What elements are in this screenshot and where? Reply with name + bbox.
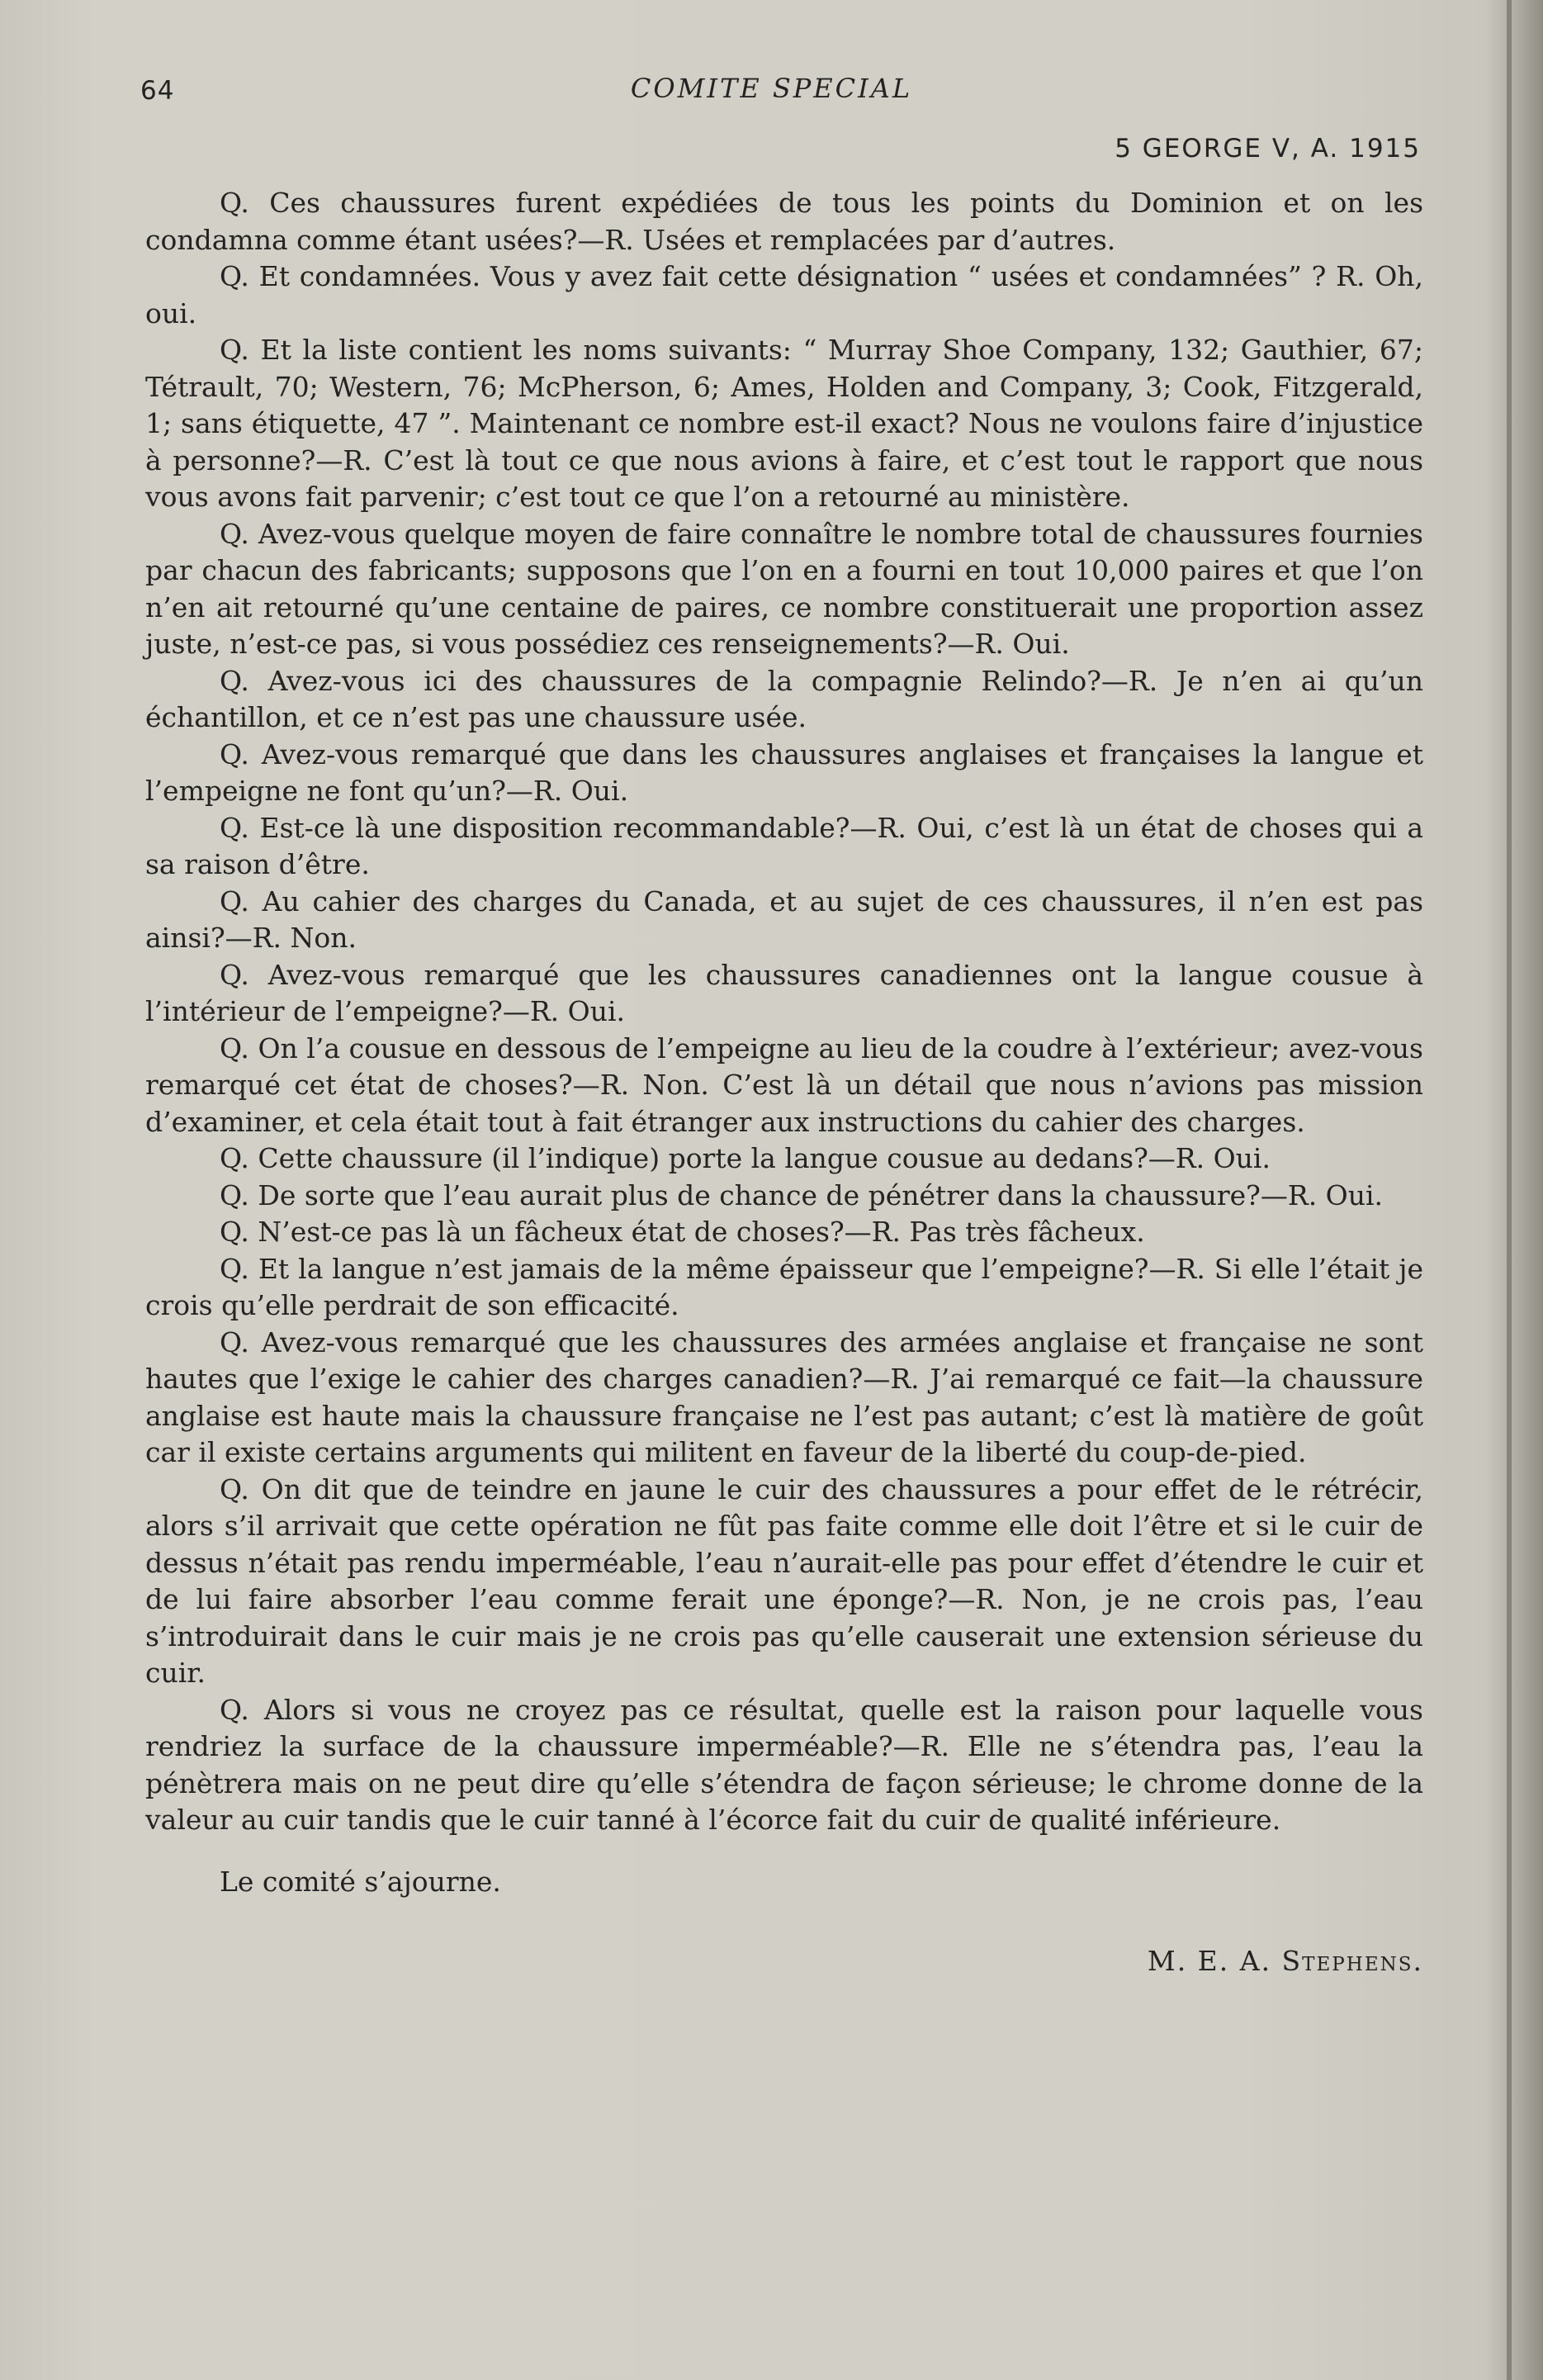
paragraph: Q. De sorte que l’eau aurait plus de chance de pénétrer dans la chaussure?—R. Oui.	[220, 1178, 1384, 1211]
paragraph: Q. Est-ce là une disposition recommandable?—R. Oui, c’est là un état de choses qui a sa raison d’être.	[145, 811, 1423, 880]
paragraph: Q. N’est-ce pas là un fâcheux état de choses?—R. Pas très fâcheux.	[220, 1216, 1145, 1248]
paragraph: Q. Avez-vous remarqué que dans les chaussures anglaises et françaises la langue et l’empeigne ne font qu’un?—R. Oui.	[145, 737, 1423, 807]
paragraph: Q. Et condamnées. Vous y avez fait cette désignation “ usées et condamnées” ? R. Oh, oui.	[145, 260, 1423, 330]
paragraph: Q. Alors si vous ne croyez pas ce résultat, quelle est la raison pour laquelle vous rendriez la surface de la chaussure imperméable?—R. Elle ne s’étendra pas, l’eau la pénètrera mais on ne peut dire qu’elle s’étendra de façon sérieuse; le chrome donne de la valeur au cuir tandis que le cuir tanné à l’écorce fait du cuir de qualité inférieure.	[145, 1693, 1423, 1836]
document-body	[145, 185, 1423, 1980]
paragraph: Q. Au cahier des charges du Canada, et au sujet de ces chaussures, il n’en est pas ainsi?—R. Non.	[145, 884, 1423, 954]
paragraph: Q. Et la liste contient les noms suivants: “ Murray Shoe Company, 132; Gauthier, 67; Tétrault, 70; Western, 76; McPherson, 6; Ames, Holden and Company, 3; Cook, Fitzgerald, 1; sans étiquette, 47 ”. Maintenant ce nombre est-il exact? Nous ne voulons faire d’injustice à personne?—R. C’est là tout ce que nous avions à faire, et c’est tout le rapport que nous vous avons fait parvenir; c’est tout ce que l’on a retourné au ministère.	[145, 334, 1423, 513]
adjournment-note: Le comité s’ajourne.	[220, 1865, 501, 1898]
paragraph: Q. Ces chaussures furent expédiées de tous les points du Dominion et on les condamna comme étant usées?—R. Usées et remplacées par d’autres.	[145, 187, 1423, 256]
running-title: COMITE SPECIAL	[630, 73, 913, 104]
page-header	[0, 0, 1543, 165]
paragraph: Q. On l’a cousue en dessous de l’empeigne au lieu de la coudre à l’extérieur; avez-vous remarqué cet état de choses?—R. Non. C’est là un détail que nous n’avions pas mission d’examiner, et cela était tout à fait étranger aux instructions du cahier des charges.	[145, 1031, 1423, 1138]
paragraph: Q. Avez-vous ici des chaussures de la compagnie Relindo?—R. Je n’en ai qu’un échantillon, et ce n’est pas une chaussure usée.	[145, 664, 1423, 733]
paragraph: Q. Cette chaussure (il l’indique) porte la langue cousue au dedans?—R. Oui.	[220, 1142, 1271, 1174]
page-number: 64	[140, 76, 175, 106]
page-edge-shadow	[1485, 0, 1543, 2380]
paragraph: Q. On dit que de teindre en jaune le cuir des chaussures a pour effet de le rétrécir, alors s’il arrivait que cette opération ne fût pas faite comme elle doit l’être et si le cuir de dessus n’était pas rendu imperméable, l’eau n’aurait-elle pas pour effet d’étendre le cuir et de lui faire absorber l’eau comme ferait une éponge?—R. Non, je ne crois pas, l’eau s’introduirait dans le cuir mais je ne crois pas qu’elle causerait une extension sérieuse du cuir.	[145, 1472, 1423, 1689]
page-binding-edge	[1507, 0, 1512, 2380]
paragraph: Q. Et la langue n’est jamais de la même épaisseur que l’empeigne?—R. Si elle l’était je crois qu’elle perdrait de son efficacité.	[145, 1252, 1423, 1321]
paragraph: Q. Avez-vous remarqué que les chaussures canadiennes ont la langue cousue à l’intérieur de l’empeigne?—R. Oui.	[145, 958, 1423, 1027]
paragraph: Q. Avez-vous remarqué que les chaussures des armées anglaise et française ne sont hautes que l’exige le cahier des charges canadien?—R. J’ai remarqué ce fait—la chaussure anglaise est haute mais la chaussure française ne l’est pas autant; c’est là matière de goût car il existe certains arguments qui militent en faveur de la liberté du coup-de-pied.	[145, 1325, 1423, 1468]
session-label: 5 GEORGE V, A. 1915	[1115, 134, 1421, 164]
paragraph: Q. Avez-vous quelque moyen de faire connaître le nombre total de chaussures fournies par chacun des fabricants; supposons que l’on en a fourni en tout 10,000 paires et que l’on n’en ait retourné qu’une centaine de paires, ce nombre constituerait une proportion assez juste, n’est-ce pas, si vous possédiez ces renseignements?—R. Oui.	[145, 517, 1423, 660]
signature: M. E. A. Stephens.	[1147, 1945, 1423, 1977]
